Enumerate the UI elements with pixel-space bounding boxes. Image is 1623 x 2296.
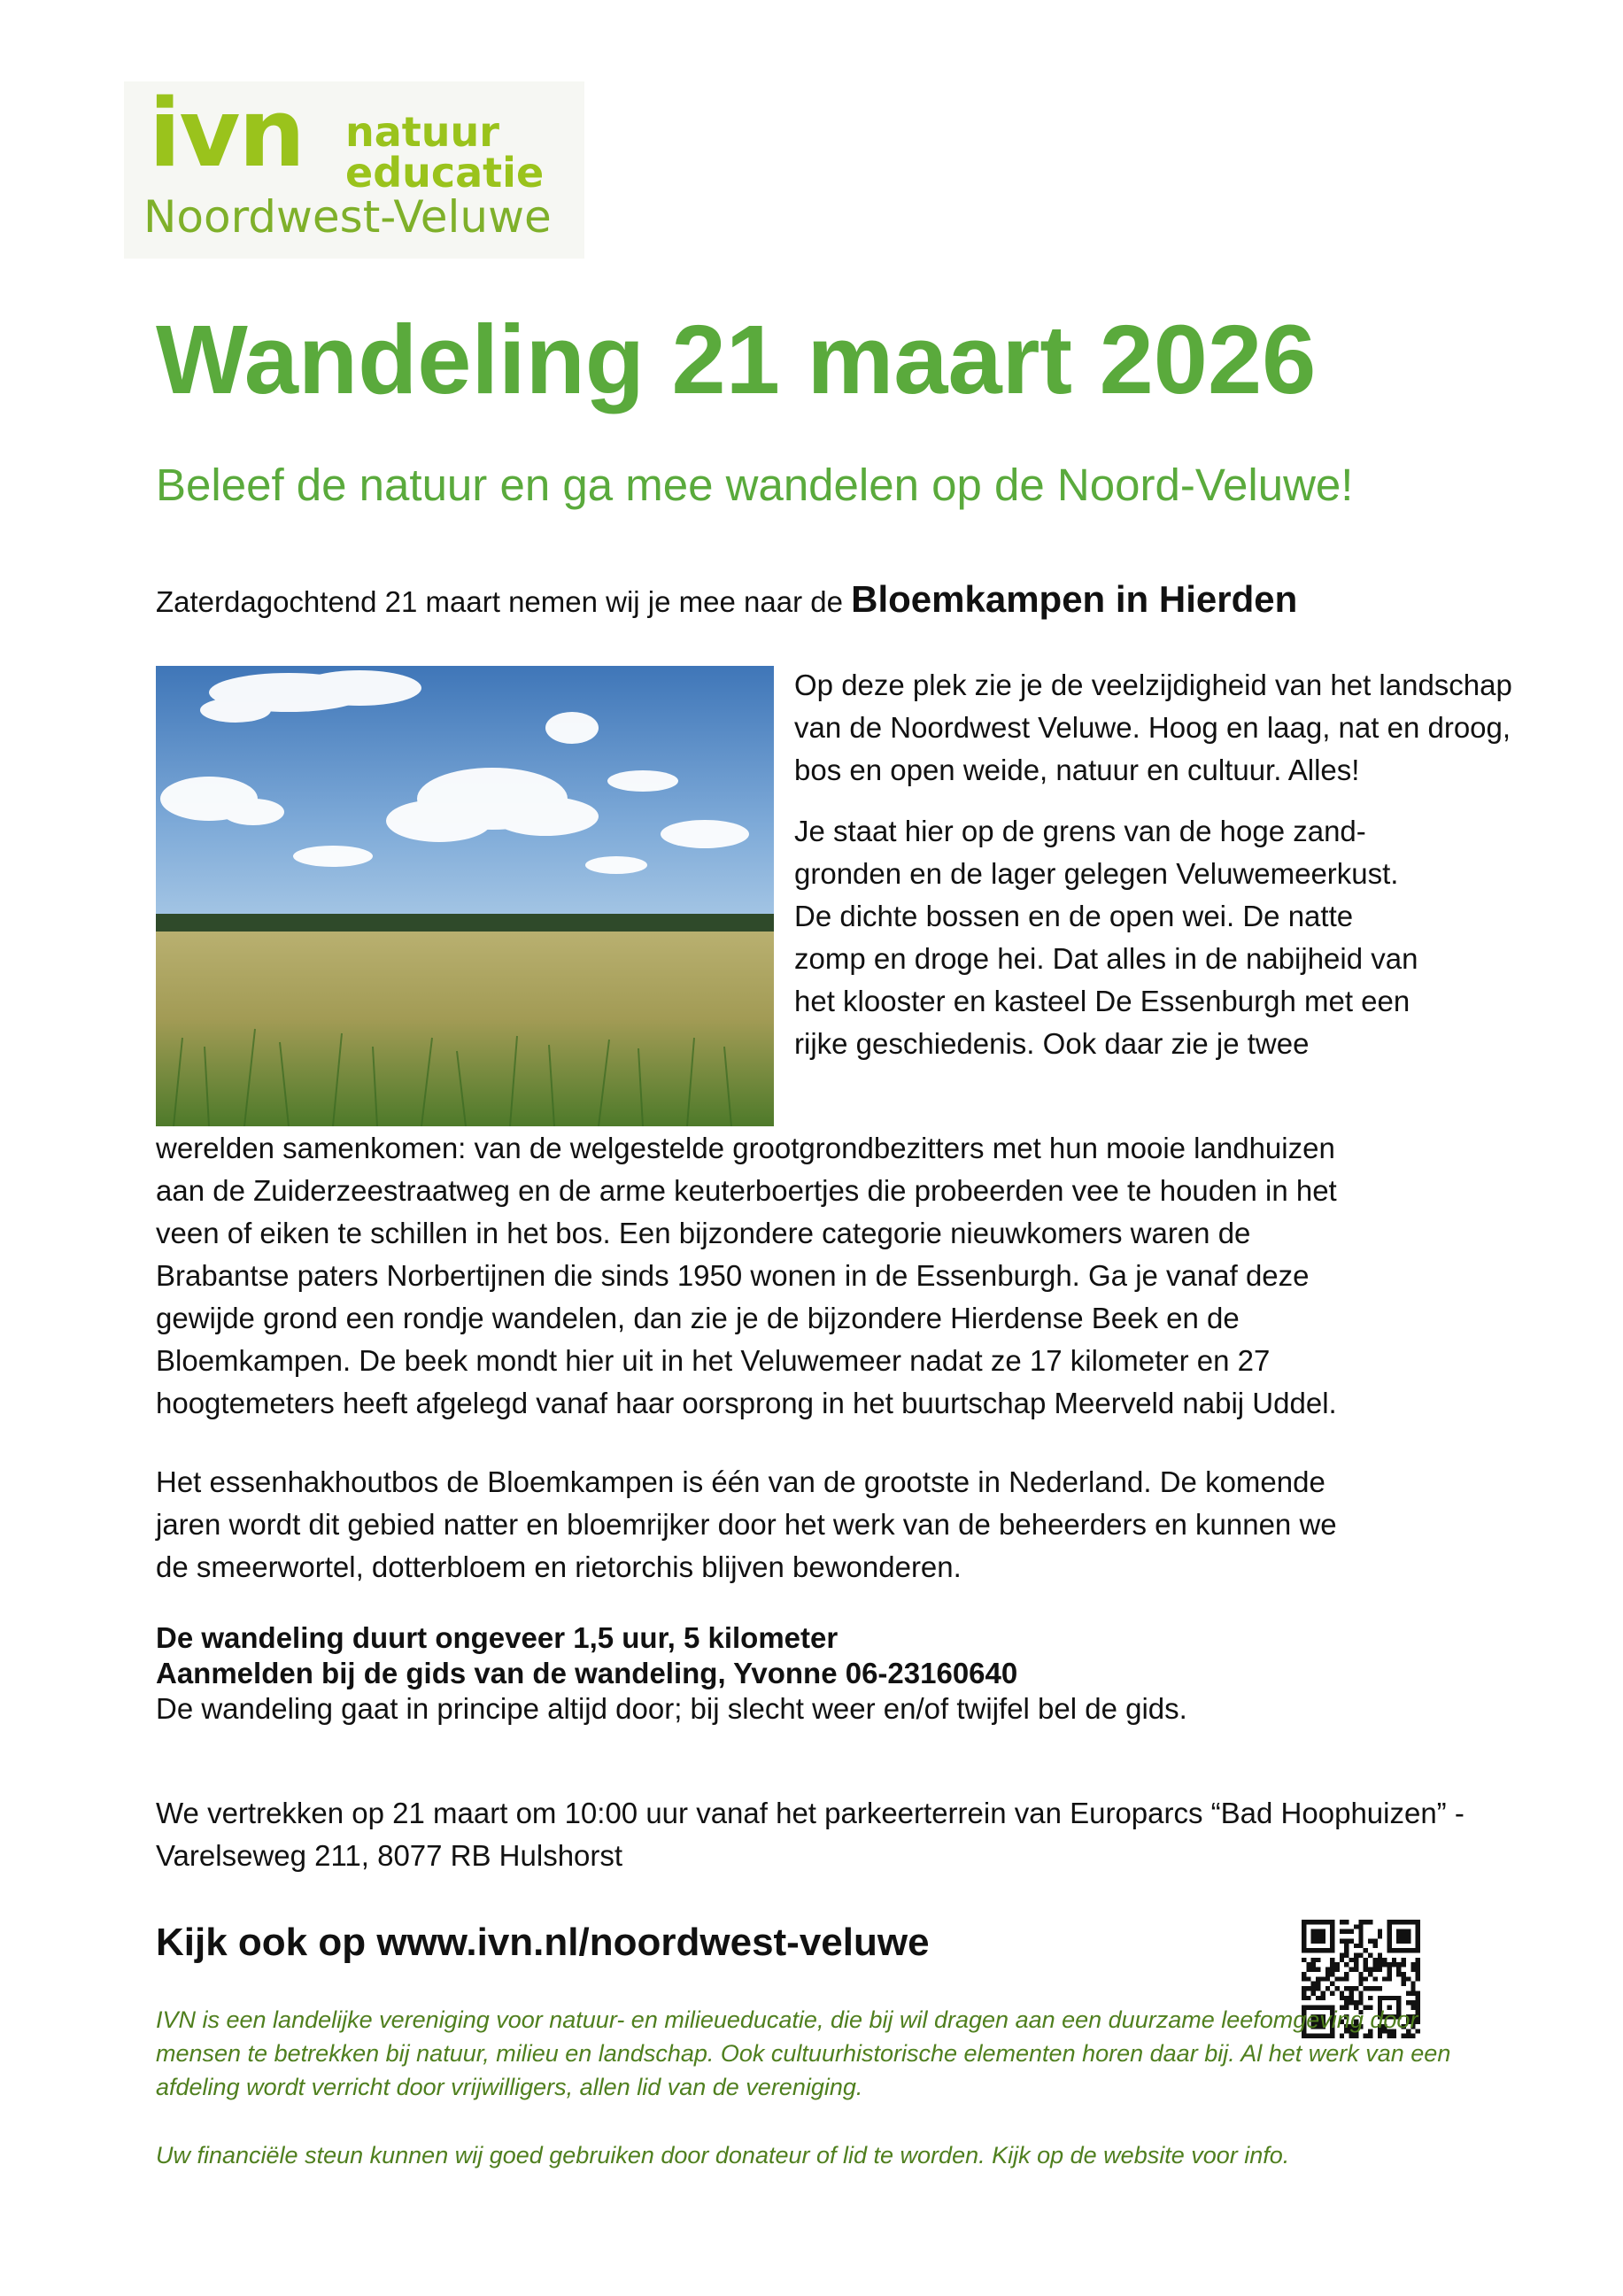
website-link[interactable]: Kijk ook op www.ivn.nl/noordwest-veluwe [156, 1921, 930, 1964]
logo-tagline [345, 108, 545, 197]
text-line: aan de Zuiderzeestraatweg en de arme keuterboertjes die probeerden vee te houden in het [156, 1174, 1337, 1207]
text-line: zomp en droge hei. Dat alles in de nabijheid van [794, 942, 1418, 975]
walk-info [156, 1620, 1187, 1727]
text-line: Je staat hier op de grens van de hoge zand- [794, 815, 1366, 847]
walk-weather: De wandeling gaat in principe altijd door; bij slecht weer en/of twijfel bel de gids. [156, 1692, 1187, 1725]
footer-support: Uw financiële steun kunnen wij goed gebruiken door donateur of lid te worden. Kijk op de website voor info. [156, 2142, 1290, 2168]
text-line: de smeerwortel, dotterbloem en rietorchis blijven bewonderen. [156, 1550, 962, 1583]
departure-info: We vertrekken op 21 maart om 10:00 uur vanaf het parkeerterrein van Europarcs “Bad Hoophuizen” - Varelseweg 211, 8077 RB Hulshorst [156, 1797, 1465, 1872]
paragraph-2-start [794, 810, 1520, 1065]
walk-signup: Aanmelden bij de gids van de wandeling, Yvonne 06-23160640 [156, 1657, 1018, 1689]
intro-line [156, 578, 1298, 620]
landscape-photo [156, 666, 774, 1126]
logo-brand: ivn [149, 79, 304, 188]
paragraph-1: Op deze plek zie je de veelzijdigheid van het landschap van de Noordwest Veluwe. Hoog en laag, nat en droog, bos en open weide, natuur en cultuur. Alles! [794, 669, 1512, 786]
text-line: veen of eiken te schillen in het bos. Een bijzondere categorie nieuwkomers waren de [156, 1217, 1251, 1249]
footer-about: IVN is een landelijke vereniging voor natuur- en milieueducatie, die bij wil dragen aan een duurzame leefomgeving door mensen te betrekken bij natuur, milieu en landschap. Ook cultuurhistorische elementen horen daar bij. Al het werk van een afdeling wordt verricht door vrijwilligers, allen lid van de vereniging. [156, 2006, 1451, 2100]
logo-line2: educatie [345, 149, 545, 197]
text-line: Het essenhakhoutbos de Bloemkampen is één van de grootste in Nederland. De komende [156, 1465, 1325, 1498]
intro-place: Bloemkampen in Hierden [851, 578, 1298, 620]
text-line: jaren wordt dit gebied natter en bloemrijker door het werk van de beheerders en kunnen we [156, 1508, 1337, 1541]
ivn-logo [124, 81, 584, 259]
text-line: het klooster en kasteel De Essenburgh met een [794, 985, 1410, 1017]
walk-duration: De wandeling duurt ongeveer 1,5 uur, 5 kilometer [156, 1621, 839, 1654]
text-line: gewijde grond een rondje wandelen, dan zie je de bijzondere Hierdense Beek en de [156, 1302, 1240, 1334]
text-line: Brabantse paters Norbertijnen die sinds 1950 wonen in de Essenburgh. Ga je vanaf deze [156, 1259, 1310, 1292]
page-title: Wandeling 21 maart 2026 [156, 305, 1317, 414]
logo-line1: natuur [345, 108, 499, 156]
text-line: hoogtemeters heeft afgelegd vanaf haar oorsprong in het buurtschap Meerveld nabij Uddel. [156, 1387, 1337, 1419]
page-subtitle: Beleef de natuur en ga mee wandelen op de Noord-Veluwe! [156, 460, 1354, 510]
text-line: rijke geschiedenis. Ook daar zie je twee [794, 1027, 1310, 1060]
text-line: gronden en de lager gelegen Veluwemeerkust. [794, 857, 1399, 890]
text-line: Bloemkampen. De beek mondt hier uit in het Veluwemeer nadat ze 17 kilometer en 27 [156, 1344, 1271, 1377]
paragraph-3 [156, 1461, 1537, 1589]
text-line: werelden samenkomen: van de welgestelde grootgrondbezitters met hun mooie landhuizen [156, 1132, 1335, 1164]
intro-lead: Zaterdagochtend 21 maart nemen wij je mee naar de [156, 585, 852, 618]
logo-region: Noordwest-Veluwe [143, 191, 552, 243]
paragraph-2-continued [156, 1127, 1537, 1425]
paragraph-right-column [794, 664, 1520, 1065]
text-line: De dichte bossen en de open wei. De natte [794, 900, 1354, 932]
